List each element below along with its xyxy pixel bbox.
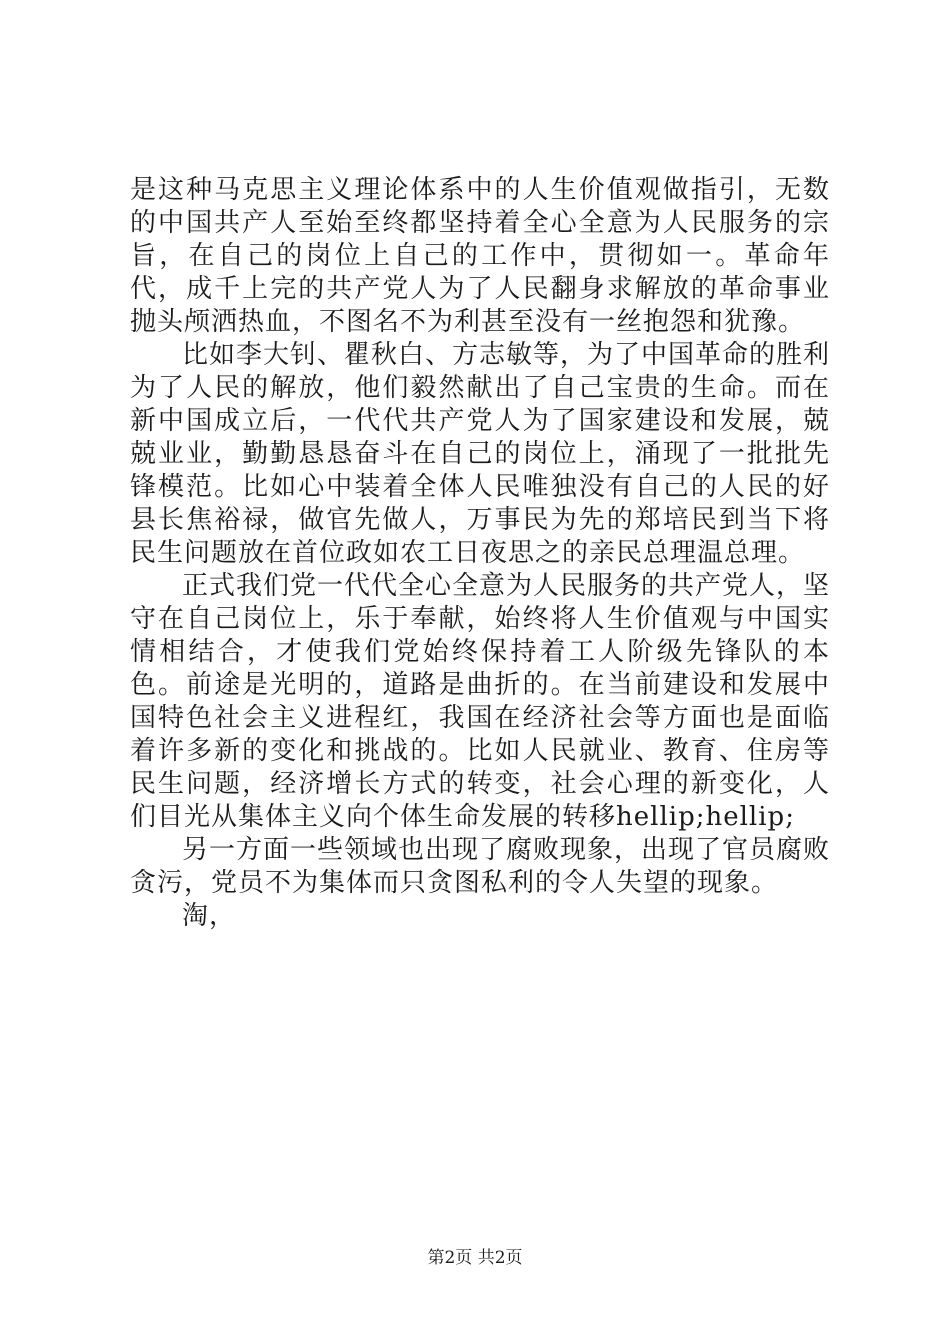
document-body: [130, 174, 830, 933]
page-footer: 第2页 共2页: [427, 1248, 523, 1268]
paragraph-5: 淘，: [182, 901, 237, 931]
paragraph-2: 比如李大钊、瞿秋白、方志敏等，为了中国革命的胜利为了人民的解放，他们毅然献出了自己宝贵的生命。而在新中国成立后，一代代共产党人为了国家建设和发展，兢兢业业，勤勤恳恳奋斗在自己的岗位上，涌现了一批批先锋模范。比如心中装着全体人民唯独没有自己的人民的好县长焦裕禄，做官先做人，万事民为先的郑培民到当下将民生问题放在首位政如农工日夜思之的亲民总理温总理。: [130, 340, 831, 568]
paragraph-4: 另一方面一些领域也出现了腐败现象，出现了官员腐败贪污，党员不为集体而只贪图私利的令人失望的现象。: [130, 835, 831, 898]
paragraph-1: 是这种马克思主义理论体系中的人生价值观做指引，无数的中国共产人至始至终都坚持着全心全意为人民服务的宗旨，在自己的岗位上自己的工作中，贯彻如一。革命年代，成千上完的共产党人为了人民翻身求解放的革命事业抛头颅洒热血，不图名不为利甚至没有一丝抱怨和犹豫。: [130, 175, 830, 337]
paragraph-3: 正式我们党一代代全心全意为人民服务的共产党人，坚守在自己岗位上，乐于奉献，始终将人生价值观与中国实情相结合，才使我们党始终保持着工人阶级先锋队的本色。前途是光明的，道路是曲折的。在当前建设和发展中国特色社会主义进程红，我国在经济社会等方面也是面临着许多新的变化和挑战的。比如人民就业、教育、住房等民生问题，经济增长方式的转变，社会心理的新变化，人们目光从集体主义向个体生命发展的转移hellip;hellip;: [130, 571, 831, 832]
